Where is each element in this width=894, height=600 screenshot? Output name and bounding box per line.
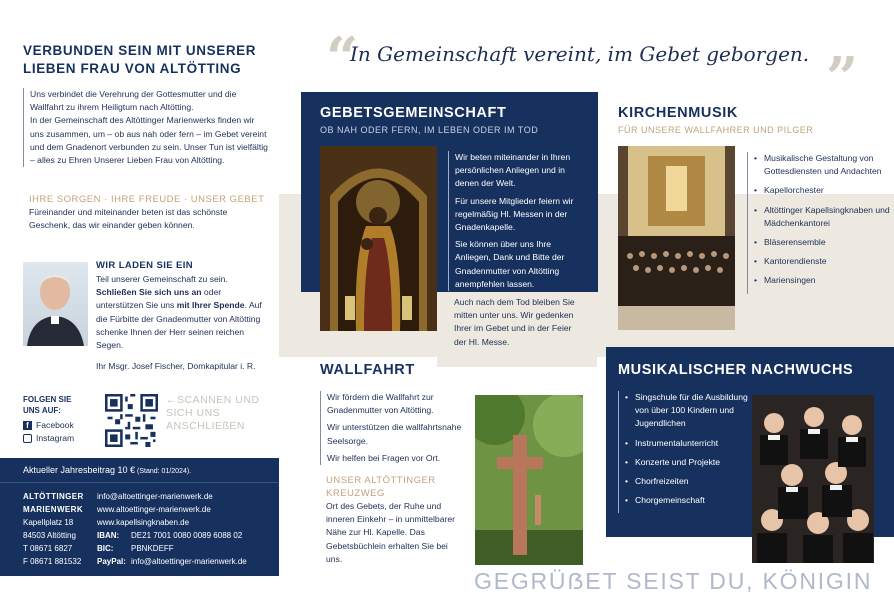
- follow-block: [23, 394, 103, 443]
- footer-box: [0, 458, 279, 576]
- gebet-title: GEBETSGEMEINSCHAFT: [320, 105, 507, 121]
- follow-title: FOLGEN SIE UNS AUF:: [23, 395, 72, 415]
- gebet-p1: Wir beten miteinander in Ihren persönlichen Anliegen und in denen der Welt.: [455, 152, 571, 189]
- sorgen-text: Füreinander und miteinander beten ist das schönste Geschenk, das wir einander geben können.: [29, 207, 228, 231]
- city: 84503 Altötting: [23, 531, 76, 540]
- signature: Ihr Msgr. Josef Fischer, Domkapitular i. R.: [96, 361, 256, 372]
- phone: T 08671 6827: [23, 544, 73, 553]
- paypal-row: [97, 555, 277, 568]
- fax: F 08671 881532: [23, 557, 82, 566]
- wallfahrt-p1: Wir fördern die Wallfahrt zur Gnadenmutter von Altötting.: [327, 392, 434, 416]
- einladung-text: [96, 273, 268, 352]
- web-link-1[interactable]: www.altoettinger-marienwerk.de: [97, 505, 211, 514]
- portrait-figure: [23, 262, 88, 346]
- left-intro-p1: Uns verbindet die Verehrung der Gottesmutter und die Wallfahrt zu ihrem Heiligtum nach Altötting.: [30, 89, 237, 113]
- einladung-t1: Teil unserer Gemeinschaft zu sein.: [96, 274, 228, 284]
- kreuzweg-title: UNSER ALTÖTTINGER KREUZWEG: [326, 475, 436, 499]
- gebet-p3: Sie können über uns Ihre Anliegen, Dank und Bitte der Gnadenmutter von Altötting anempfehlen lassen.: [455, 239, 565, 289]
- madonna-photo: [320, 146, 437, 331]
- web-link-2[interactable]: www.kapellsingknaben.de: [97, 518, 190, 527]
- nachwuchs-list-wrap: [618, 391, 753, 513]
- wallfahrt-p3: Wir helfen bei Fragen vor Ort.: [327, 452, 441, 463]
- bic-row: [97, 542, 277, 555]
- main-quote: In Gemeinschaft vereint, im Gebet geborgen.: [350, 42, 810, 66]
- facebook-link[interactable]: [23, 420, 103, 430]
- wallfahrt-title: WALLFAHRT: [320, 362, 415, 378]
- church-figure: [618, 146, 735, 330]
- footer-address: [23, 490, 84, 568]
- bottom-banner: GEGRÜẞET SEIST DU, KÖNIGIN: [474, 568, 873, 594]
- quote-close-icon: ”: [826, 45, 859, 111]
- kirchenmusik-subtitle: FÜR UNSERE WALLFAHRER UND PILGER: [618, 125, 814, 135]
- arrow-left-icon: ←: [166, 394, 177, 406]
- footer-divider: [0, 482, 279, 483]
- qr-code[interactable]: [105, 394, 158, 447]
- left-title-line1: VERBUNDEN SEIN MIT UNSERER: [23, 43, 257, 58]
- madonna-figure: [320, 146, 437, 331]
- einladung-title: WIR LADEN SIE EIN: [96, 260, 194, 271]
- kirchenmusik-item: • Altöttinger Kapellsingknaben und Mädchenkantorei: [754, 204, 894, 230]
- einladung-b1: Schließen Sie sich uns an: [96, 287, 202, 298]
- bic-label: BIC:: [97, 544, 114, 553]
- portrait-photo: [23, 262, 88, 346]
- paypal-label: PayPal:: [97, 557, 126, 566]
- kirchenmusik-item: • Kantorendienste: [754, 255, 894, 268]
- footer-contact: [97, 490, 277, 568]
- sorgen-title: IHRE SORGEN · IHRE FREUDE · UNSER GEBET: [29, 194, 265, 205]
- iban-label: IBAN:: [97, 531, 120, 540]
- beitrag-note: (Stand: 01/2024).: [135, 468, 192, 475]
- left-title: [23, 42, 273, 78]
- nachwuchs-item: • Instrumentalunterricht: [625, 437, 753, 450]
- org-name-2: MARIENWERK: [23, 505, 83, 514]
- gebet-p4: Auch nach dem Tod bleiben Sie mitten unter uns. Wir gedenken Ihrer im Gebet und in der Feier der Hl. Messe.: [454, 297, 575, 347]
- gebet-p2: Für unsere Mitglieder feiern wir regelmäßig Hl. Messen in der Gnadenkapelle.: [455, 195, 574, 233]
- kirchenmusik-item: • Bläserensemble: [754, 236, 894, 249]
- facebook-icon: f: [23, 421, 32, 430]
- nachwuchs-item: • Chorgemeinschaft: [625, 494, 753, 507]
- instagram-link[interactable]: [23, 433, 103, 443]
- org-name-1: ALTÖTTINGER: [23, 492, 84, 501]
- beitrag-text: Aktueller Jahresbeitrag 10 €: [23, 465, 136, 475]
- nachwuchs-list: [625, 391, 753, 507]
- church-photo: [618, 146, 735, 330]
- einladung-b2: mit Ihrer Spende: [176, 300, 245, 311]
- cross-figure: [475, 395, 583, 565]
- nachwuchs-item: • Konzerte und Projekte: [625, 456, 753, 469]
- nachwuchs-item: • Chorfreizeiten: [625, 475, 753, 488]
- wallfahrt-text: [320, 391, 467, 465]
- beitrag-line: [23, 465, 191, 475]
- einladung-block: [96, 260, 268, 373]
- nachwuchs-item: • Singschule für die Ausbildung von über 100 Kindern und Jugendlichen: [625, 391, 753, 431]
- instagram-label: Instagram: [36, 433, 75, 443]
- wallfahrt-p2: Wir unterstützen die wallfahrtsnahe Seelsorge.: [327, 422, 462, 446]
- gebet-subtitle: OB NAH ODER FERN, IM LEBEN ODER IM TOD: [320, 125, 539, 135]
- einladung-t3: . Auf die Fürbitte der Gnadenmutter von Altötting schenke Ihnen der Herr seinen reichen Segen.: [96, 300, 262, 351]
- kirchenmusik-item: • Mariensingen: [754, 274, 894, 287]
- iban-row: [97, 529, 277, 542]
- nachwuchs-title: MUSIKALISCHER NACHWUCHS: [618, 362, 854, 378]
- street: Kapellplatz 18: [23, 518, 74, 527]
- beige-band-center: [437, 357, 597, 367]
- left-intro: [23, 88, 270, 167]
- gebet-text: [448, 151, 585, 291]
- iban-value: DE21 7001 0080 0089 6088 02: [131, 531, 243, 540]
- left-title-line2: LIEBEN FRAU VON ALTÖTTING: [23, 61, 242, 76]
- left-intro-p2: In der Gemeinschaft des Altöttinger Marienwerks finden wir uns zusammen, um – ob aus nah oder fern – im Gebet vereint und dem Gnadenort verbunden zu sein. Unser Tun ist vielfältig – alles zu Ehren Unserer Lieben Frau von Altötting.: [30, 115, 268, 166]
- cross-photo: [475, 395, 583, 565]
- scan-hint-text: SCANNEN UND SICH UNS ANSCHLIEßEN: [166, 394, 260, 432]
- kirchenmusik-title: KIRCHENMUSIK: [618, 105, 738, 121]
- quote-open-icon: “: [326, 25, 359, 91]
- bic-value: PBNKDEFF: [131, 544, 174, 553]
- choir-figure: [752, 395, 874, 563]
- paypal-value[interactable]: info@altoettinger-marienwerk.de: [131, 557, 247, 566]
- kirchenmusik-list-wrap: [747, 152, 894, 294]
- scan-hint: [166, 394, 286, 433]
- email-link[interactable]: info@altoettinger-marienwerk.de: [97, 492, 213, 501]
- kirchenmusik-item: • Musikalische Gestaltung von Gottesdiensten und Andachten: [754, 152, 894, 178]
- kirchenmusik-list: [754, 152, 894, 288]
- einladung-t2: oder unterstützen Sie uns: [96, 287, 222, 311]
- qr-code-graphic: [105, 394, 158, 447]
- kirchenmusik-item: • Kapellorchester: [754, 184, 894, 197]
- facebook-label: Facebook: [36, 420, 74, 430]
- kreuzweg-text: Ort des Gebets, der Ruhe und inneren Einkehr – in unmittelbarer Nähe zur Hl. Kapelle. Das Gebetsbüchlein erhalten Sie bei uns.: [326, 501, 455, 564]
- choir-photo: [752, 395, 874, 563]
- instagram-icon: [23, 434, 32, 443]
